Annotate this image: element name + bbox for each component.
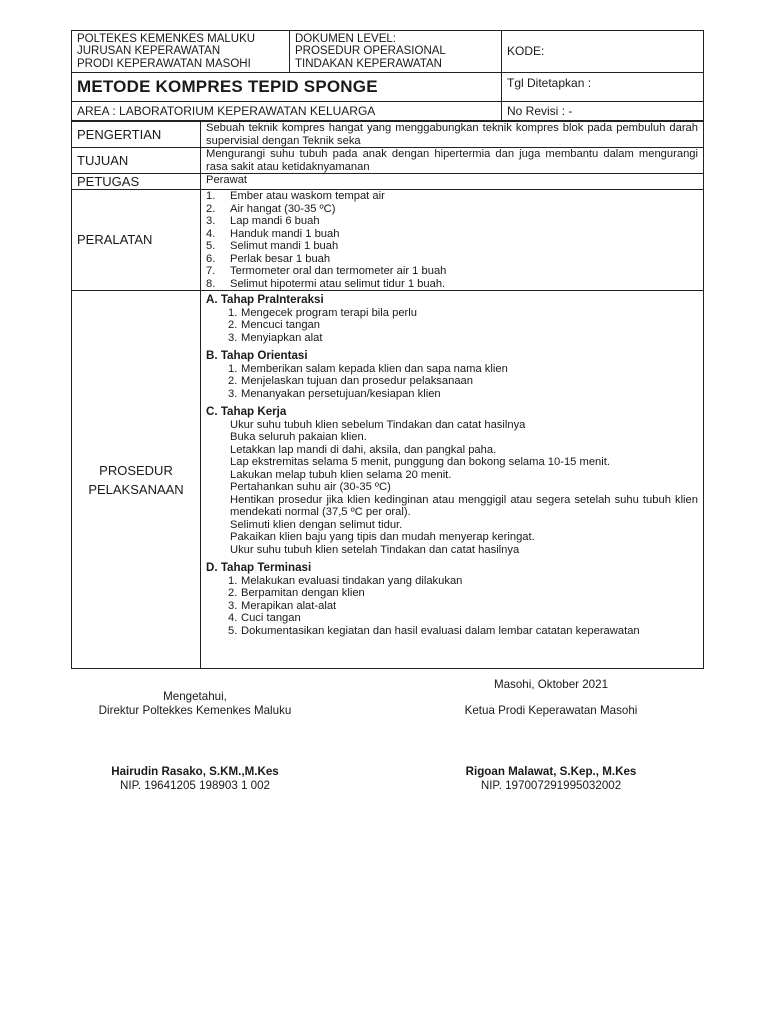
list-item: 6. Perlak besar 1 buah <box>206 252 331 265</box>
kerja-step: Ukur suhu tubuh klien setelah Tindakan dan catat hasilnya <box>230 543 520 556</box>
date-label: Tgl Ditetapkan : <box>502 73 704 102</box>
section-title-orientasi: B. Tahap Orientasi <box>206 349 308 362</box>
prainteraksi-list <box>206 307 698 345</box>
institution-line: POLTEKES KEMENKES MALUKU <box>77 32 256 45</box>
signatory-nip-left: NIP. 19641205 198903 1 002 <box>120 779 270 792</box>
list-item: 2. Air hangat (30-35 ºC) <box>206 202 336 215</box>
director-title: Direktur Poltekkes Kemenkes Maluku <box>98 704 292 717</box>
petugas-label: PETUGAS <box>72 174 201 190</box>
petugas-text: Perawat <box>201 174 704 190</box>
list-item: 8. Selimut hipotermi atau selimut tidur 1 buah. <box>206 277 446 290</box>
list-item: 3. Lap mandi 6 buah <box>206 215 320 227</box>
list-item: 1. Ember atau waskom tempat air <box>206 190 385 202</box>
code-label: KODE: <box>502 31 704 73</box>
peralatan-list-cell <box>201 190 704 291</box>
kerja-steps <box>206 419 698 557</box>
list-item: 4. Handuk mandi 1 buah <box>206 227 340 240</box>
kerja-step: Lakukan melap tubuh klien selama 20 menit. <box>230 468 452 481</box>
institution-line: JURUSAN KEPERAWATAN <box>77 45 221 58</box>
terminasi-list <box>206 575 698 638</box>
institution-cell <box>72 31 290 73</box>
list-item: 5. Selimut mandi 1 buah <box>206 240 339 252</box>
kerja-step: Buka seluruh pakaian klien. <box>230 431 367 443</box>
list-item: 5. Dokumentasikan kegiatan dan hasil evaluasi dalam lembar catatan keperawatan <box>228 624 640 637</box>
document-level-cell <box>290 31 502 73</box>
signature-right-block <box>420 765 682 793</box>
list-item: 1. Memberikan salam kepada klien dan sapa nama klien <box>228 362 508 375</box>
kerja-step: Ukur suhu tubuh klien sebelum Tindakan dan catat hasilnya <box>230 418 526 431</box>
place-date: Masohi, Oktober 2021 <box>493 678 609 691</box>
list-item: 3. Menanyakan persetujuan/kesiapan klien <box>228 387 441 400</box>
pengertian-text: Sebuah teknik kompres hangat yang menggabungkan teknik kompres blok pada pembuluh darah supervisial dengan Teknik seka <box>201 122 704 148</box>
kerja-step: Letakkan lap mandi di dahi, aksila, dan pangkal paha. <box>230 443 497 456</box>
list-item: 2. Mencuci tangan <box>228 319 320 331</box>
procedure-table <box>71 121 704 669</box>
list-item: 1. Melakukan evaluasi tindakan yang dilakukan <box>228 574 463 587</box>
head-of-program-title: Ketua Prodi Keperawatan Masohi <box>464 704 638 717</box>
list-item: 3. Merapikan alat-alat <box>228 599 337 612</box>
prosedur-content <box>201 291 704 669</box>
list-item: 2. Berpamitan dengan klien <box>228 587 365 599</box>
kerja-step: Selimuti klien dengan selimut tidur. <box>230 518 403 531</box>
kerja-step: Pertahankan suhu air (30-35 ºC) <box>230 481 391 493</box>
list-item: 3. Menyiapkan alat <box>228 331 323 344</box>
peralatan-list <box>206 190 698 290</box>
pengertian-label: PENGERTIAN <box>72 122 201 148</box>
section-title-prainteraksi: A. Tahap PraInteraksi <box>206 293 324 306</box>
signature-left-block <box>75 765 315 793</box>
list-item: 2. Menjelaskan tujuan dan prosedur pelaksanaan <box>228 375 473 387</box>
header-table <box>71 30 704 121</box>
peralatan-label: PERALATAN <box>72 190 201 291</box>
document-level-line: DOKUMEN LEVEL: <box>295 32 396 45</box>
kerja-step: Lap ekstremitas selama 5 menit, punggung dan bokong selama 10-15 menit. <box>230 456 610 468</box>
tujuan-text: Mengurangi suhu tubuh pada anak dengan hipertermia dan juga membantu dalam mengurangi rasa sakit atau ketidaknyamanan <box>201 148 704 174</box>
list-item: 7. Termometer oral dan termometer air 1 buah <box>206 265 447 277</box>
list-item: 4. Cuci tangan <box>228 612 301 624</box>
area-label: AREA : LABORATORIUM KEPERAWATAN KELUARGA <box>72 102 502 121</box>
section-title-terminasi: D. Tahap Terminasi <box>206 561 312 574</box>
kerja-step: Pakaikan klien baju yang tipis dan mudah menyerap keringat. <box>230 531 535 543</box>
kerja-step: Hentikan prosedur jika klien kedinginan atau menggigil atau segera setelah suhu tubuh klien mendekati normal (37,5 ºC per oral). <box>230 493 698 518</box>
institution-line: PRODI KEPERAWATAN MASOHI <box>77 57 251 70</box>
signature-left-caption <box>75 690 315 718</box>
revision-label: No Revisi : - <box>502 102 704 121</box>
section-title-kerja: C. Tahap Kerja <box>206 405 287 418</box>
signatory-name-right: Rigoan Malawat, S.Kep., M.Kes <box>465 765 637 778</box>
list-item: 1. Mengecek program terapi bila perlu <box>228 306 417 319</box>
document-level-line: TINDAKAN KEPERAWATAN <box>295 57 442 70</box>
prosedur-label <box>72 291 201 669</box>
mengetahui-label: Mengetahui, <box>163 690 227 703</box>
document-title: METODE KOMPRES TEPID SPONGE <box>72 73 502 102</box>
prosedur-label-line: PELAKSANAAN <box>88 481 184 497</box>
prosedur-label-line: PROSEDUR <box>99 462 173 478</box>
signatory-name-left: Hairudin Rasako, S.KM.,M.Kes <box>111 765 279 778</box>
tujuan-label: TUJUAN <box>72 148 201 174</box>
orientasi-list <box>206 363 698 401</box>
document-level-line: PROSEDUR OPERASIONAL <box>295 45 446 58</box>
signatory-nip-right: NIP. 197007291995032002 <box>480 779 622 792</box>
